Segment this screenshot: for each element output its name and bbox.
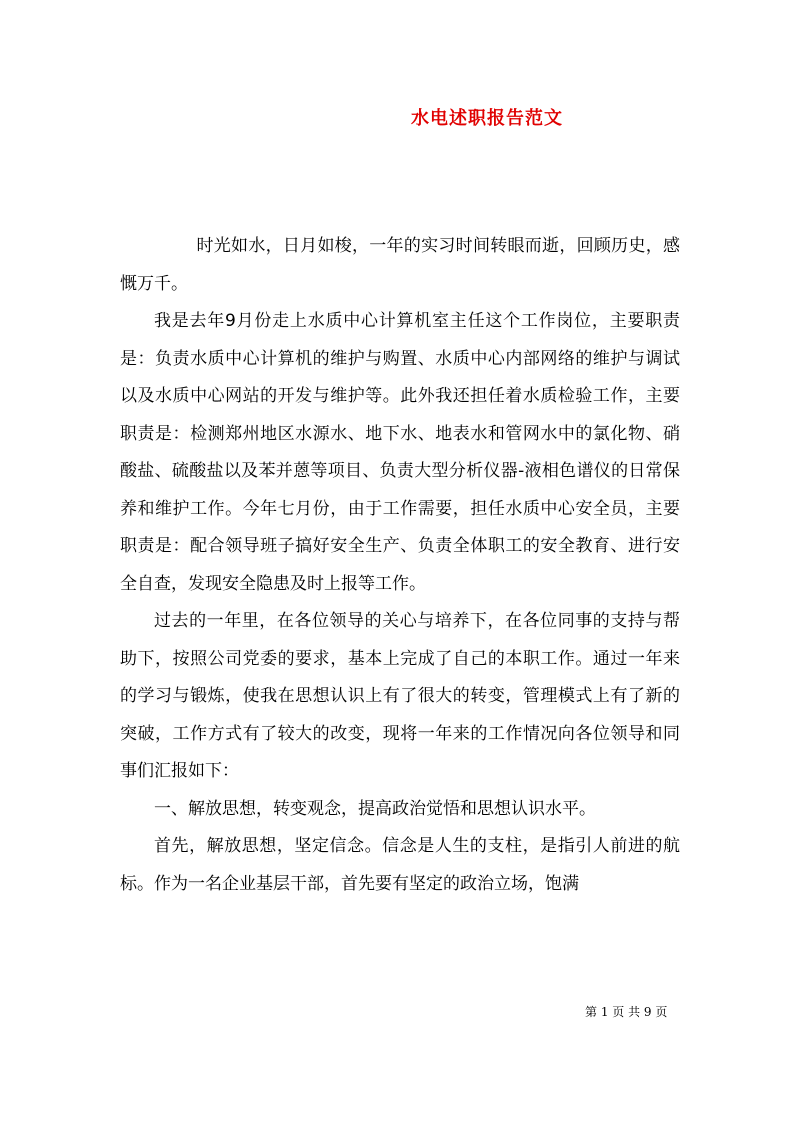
paragraph-intro: 时光如水，日月如梭，一年的实习时间转眼而逝，回顾历史，感慨万千。 [120,236,680,294]
paragraph-responsibilities: 我是去年9月份走上水质中心计算机室主任这个工作岗位，主要职责是：负责水质中心计算机的维护与购置、水质中心内部网络的维护与调试以及水质中心网站的开发与维护等。此外我还担任着水质检验工作，主要职责是：检测郑州地区水源水、地下水、地表水和管网水中的氯化物、硝酸盐、硫酸盐以及苯并蒽等项目、负责大型分析仪器-液相色谱仪的日常保养和维护工作。今年七月份，由于工作需要，担任水质中心安全员，主要职责是：配合领导班子搞好安全生产、负责全体职工的安全教育、进行安全自查，发现安全隐患及时上报等工作。 [120,311,680,594]
document-title: 水电述职报告范文 [411,108,563,129]
page-number-footer: 第 1 页 共 9 页 [585,1005,668,1019]
paragraph-first-point: 首先，解放思想，坚定信念。信念是人生的支柱，是指引人前进的航标。作为一名企业基层干部，首先要有坚定的政治立场，饱满 [120,836,680,894]
paragraph-section-heading: 一、解放思想，转变观念，提高政治觉悟和思想认识水平。 [154,798,596,819]
document-body [120,228,680,903]
paragraph-summary: 过去的一年里，在各位领导的关心与培养下，在各位同事的支持与帮助下，按照公司党委的要求，基本上完成了自己的本职工作。通过一年来的学习与锻炼，使我在思想认识上有了很大的转变，管理模式上有了新的突破，工作方式有了较大的改变，现将一年来的工作情况向各位领导和同事们汇报如下： [120,611,680,781]
